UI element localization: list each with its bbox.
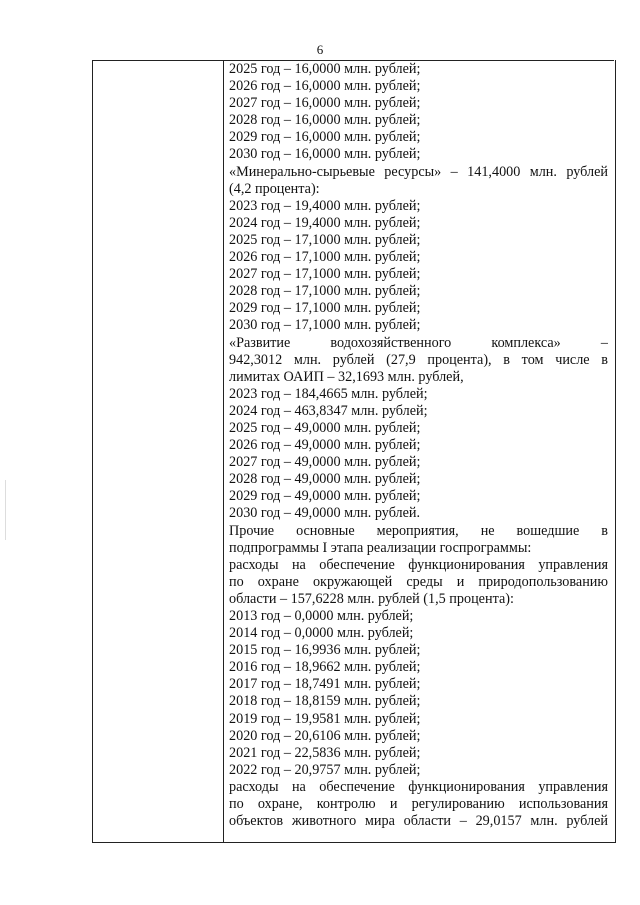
text-line: подпрограммы I этапа реализации госпрограммы: <box>229 539 532 556</box>
text-line: 2026 год – 17,1000 млн. рублей; <box>229 249 421 266</box>
text-line: 942,3012 млн. рублей (27,9 процента), в том числе в <box>229 351 608 368</box>
text-line: 2018 год – 18,8159 млн. рублей; <box>229 693 421 710</box>
text-line: 2029 год – 49,0000 млн. рублей; <box>229 488 421 505</box>
text-line: 2027 год – 16,0000 млн. рублей; <box>229 95 421 112</box>
text-line: расходы на обеспечение функционирования управления <box>229 778 608 795</box>
text-line: 2022 год – 20,9757 млн. рублей; <box>229 761 421 778</box>
table-text-cell <box>229 61 608 830</box>
text-line: 2030 год – 49,0000 млн. рублей. <box>229 505 421 522</box>
text-line: 2014 год – 0,0000 млн. рублей; <box>229 625 414 642</box>
text-line: 2019 год – 19,9581 млн. рублей; <box>229 710 421 727</box>
text-line: 2024 год – 463,8347 млн. рублей; <box>229 402 428 419</box>
text-line: 2013 год – 0,0000 млн. рублей; <box>229 608 414 624</box>
text-line: 2030 год – 17,1000 млн. рублей; <box>229 317 421 334</box>
text-line: 2030 год – 16,0000 млн. рублей; <box>229 146 421 163</box>
text-line: 2028 год – 49,0000 млн. рублей; <box>229 471 421 488</box>
text-line: 2026 год – 49,0000 млн. рублей; <box>229 437 421 454</box>
text-line: 2025 год – 16,0000 млн. рублей; <box>229 61 421 77</box>
text-line: 2021 год – 22,5836 млн. рублей; <box>229 744 421 761</box>
text-line: лимитах ОАИП – 32,1693 млн. рублей, <box>229 368 464 385</box>
text-line: расходы на обеспечение функционирования управления <box>229 556 608 573</box>
text-line: по охране окружающей среды и природопользованию <box>229 573 608 590</box>
text-line: 2015 год – 16,9936 млн. рублей; <box>229 642 421 659</box>
table-column-divider <box>223 60 224 842</box>
text-line: по охране, контролю и регулированию использования <box>229 796 608 813</box>
text-line: «Минерально-сырьевые ресурсы» – 141,4000 млн. рублей <box>229 163 608 180</box>
text-line: 2027 год – 49,0000 млн. рублей; <box>229 454 421 471</box>
text-line: 2028 год – 17,1000 млн. рублей; <box>229 283 421 300</box>
text-line: (4,2 процента): <box>229 180 320 197</box>
text-line: 2024 год – 19,4000 млн. рублей; <box>229 214 421 231</box>
text-line: области – 157,6228 млн. рублей (1,5 процента): <box>229 590 514 607</box>
text-line: 2029 год – 17,1000 млн. рублей; <box>229 300 421 317</box>
text-line: 2025 год – 17,1000 млн. рублей; <box>229 231 421 248</box>
text-line: Прочие основные мероприятия, не вошедшие в <box>229 522 608 539</box>
text-line: 2023 год – 19,4000 млн. рублей; <box>229 197 421 214</box>
text-line: объектов животного мира области – 29,0157 млн. рублей <box>229 813 608 830</box>
text-line: 2023 год – 184,4665 млн. рублей; <box>229 385 428 402</box>
text-line: 2027 год – 17,1000 млн. рублей; <box>229 266 421 283</box>
text-line: 2016 год – 18,9662 млн. рублей; <box>229 659 421 676</box>
text-line: 2017 год – 18,7491 млн. рублей; <box>229 676 421 693</box>
text-line: 2025 год – 49,0000 млн. рублей; <box>229 419 421 436</box>
text-line: 2026 год – 16,0000 млн. рублей; <box>229 78 421 95</box>
page-number: 6 <box>316 42 324 57</box>
text-line: 2029 год – 16,0000 млн. рублей; <box>229 129 421 146</box>
text-line: 2028 год – 16,0000 млн. рублей; <box>229 112 421 129</box>
text-line: 2020 год – 20,6106 млн. рублей; <box>229 727 421 744</box>
scan-edge-mark <box>5 480 6 540</box>
text-line: «Развитие водохозяйственного комплекса» – <box>229 334 608 351</box>
